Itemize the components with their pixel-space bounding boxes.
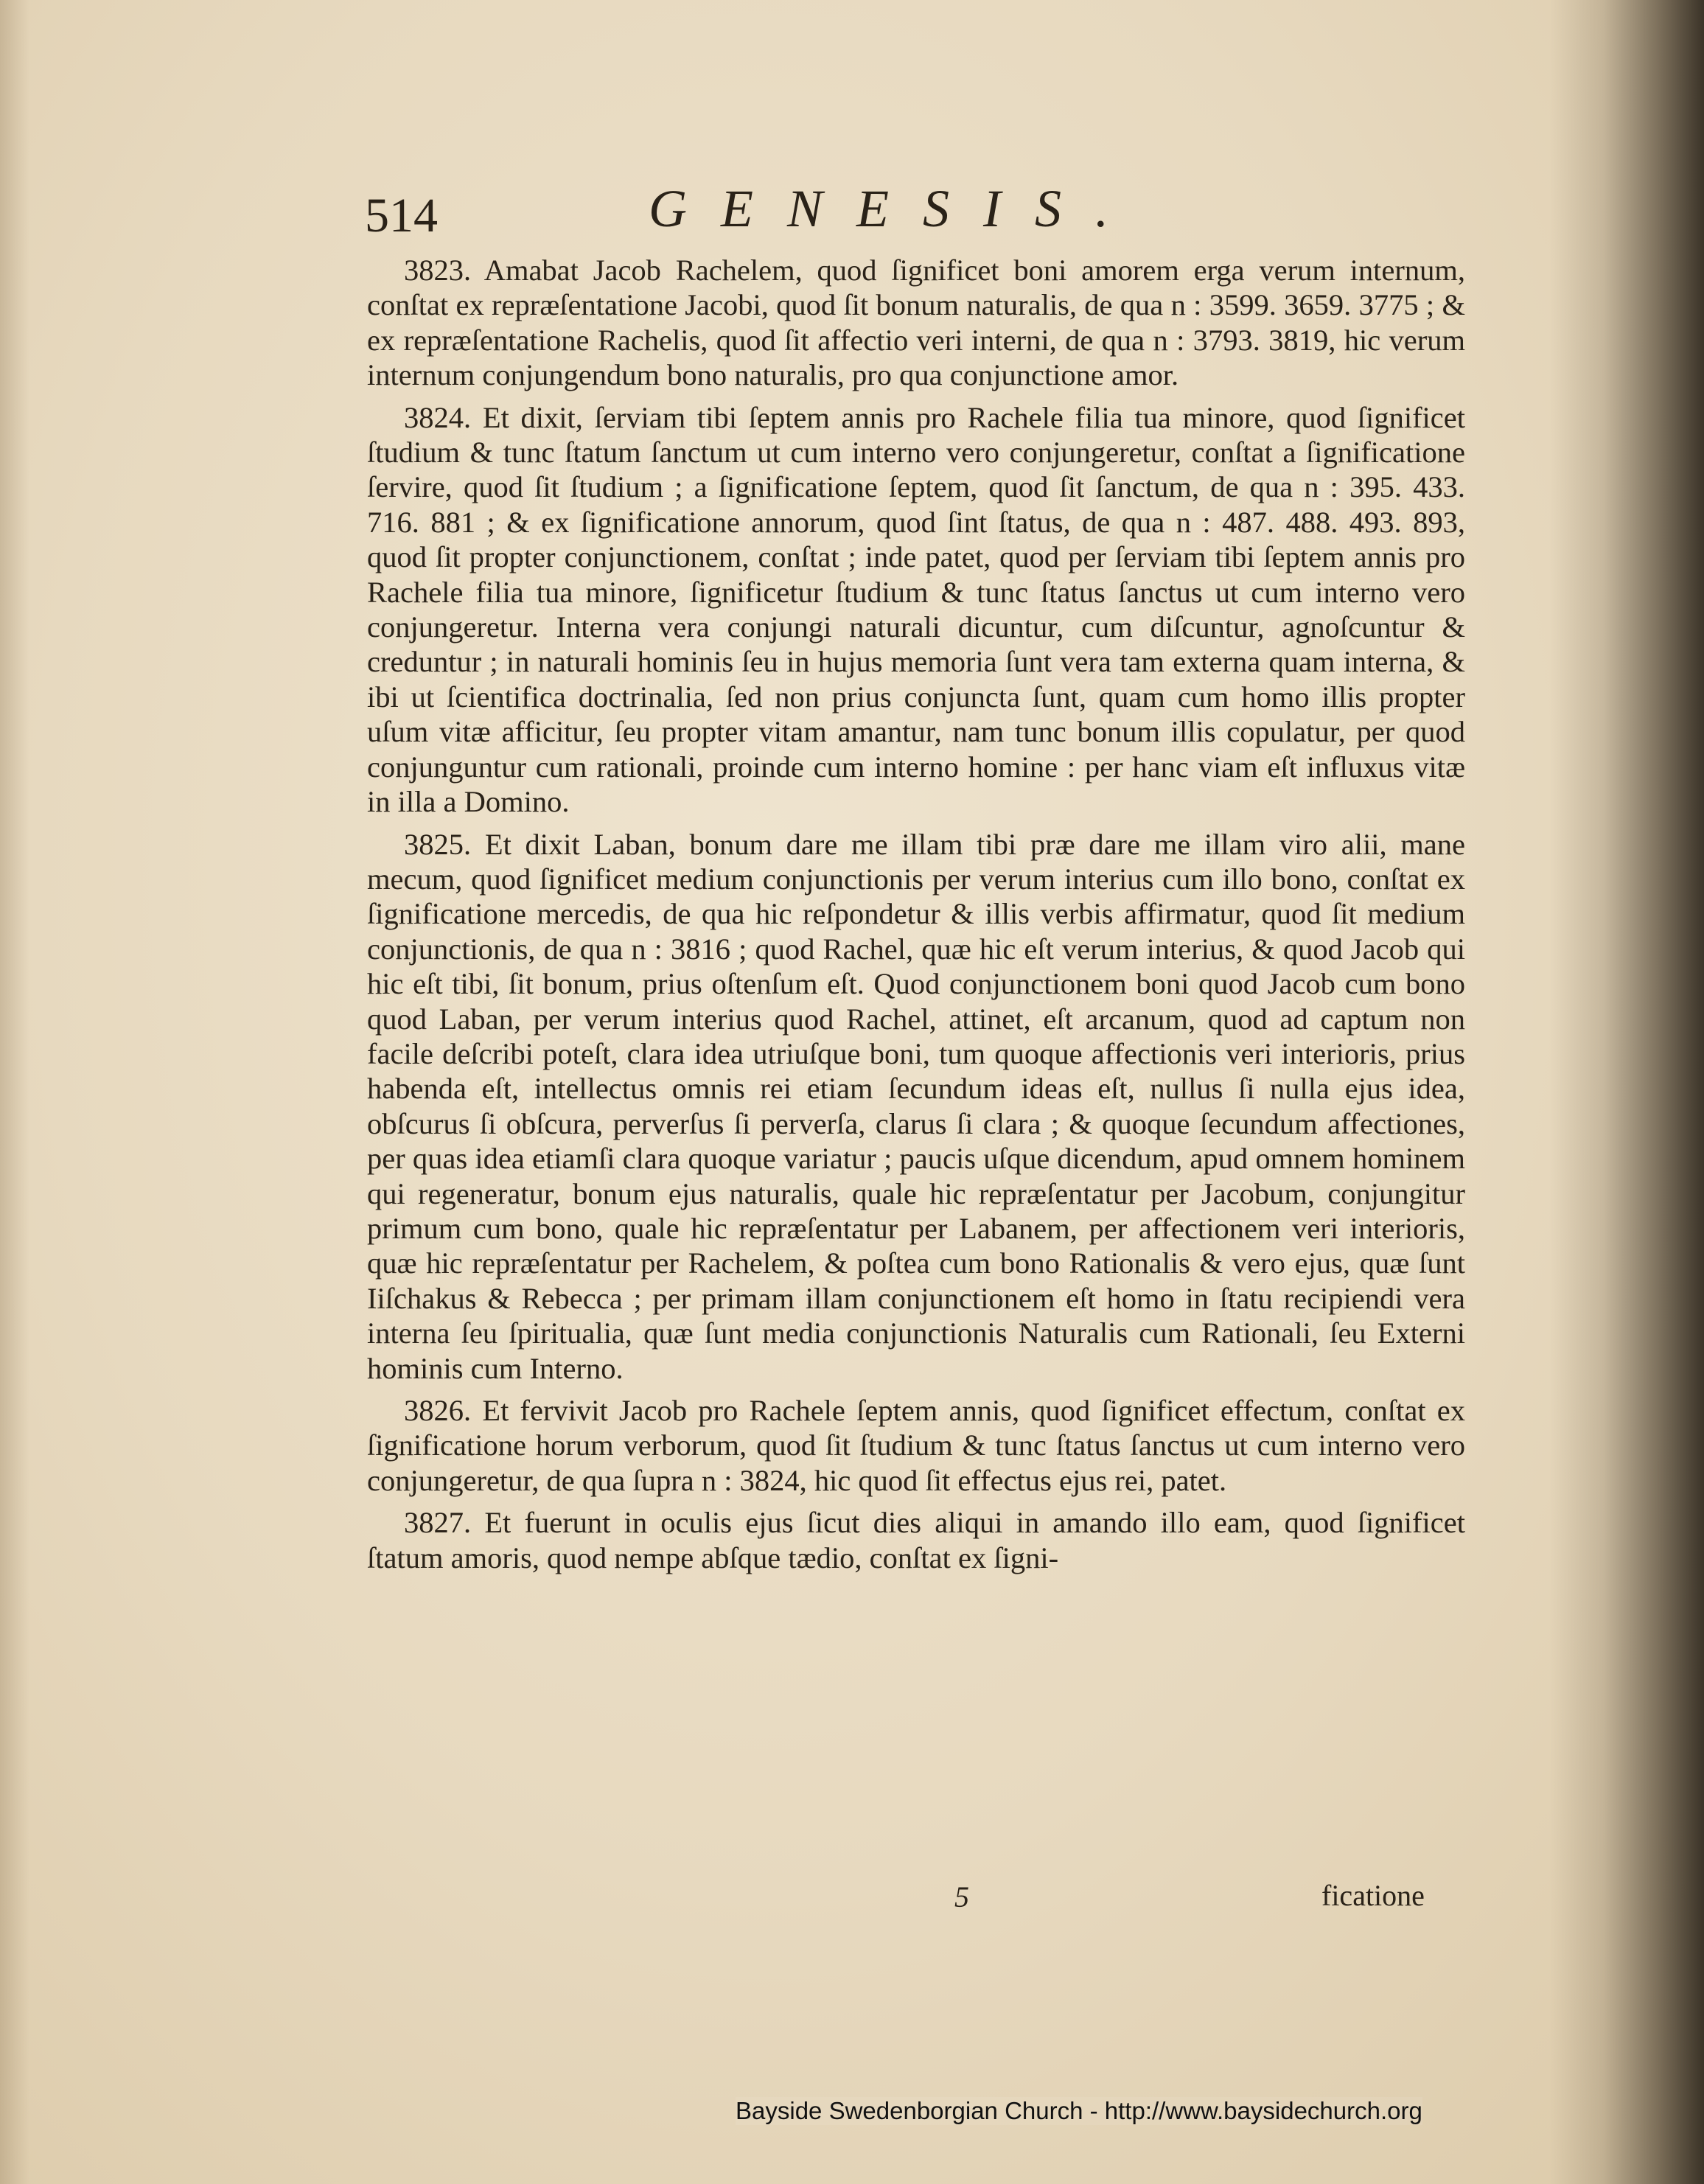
signature-mark: 5 [954, 1880, 969, 1913]
binding-gutter-shadow [1549, 0, 1704, 2184]
source-watermark: Bayside Swedenborgian Church - http://www.baysidechurch.org [736, 2097, 1422, 2124]
paragraph-number: 3825. [404, 827, 472, 861]
paragraph-number: 3826. [404, 1394, 472, 1427]
paragraph-3824 [367, 400, 1465, 820]
running-head-title: GENESIS. [649, 179, 1142, 238]
body-text [367, 253, 1465, 1583]
paragraph-text: Amabat Jacob Rachelem, quod ſignificet boni amorem erga verum internum, conſtat ex repræſentatione Jacobi, quod ſit bonum naturalis, de qua n : 3599. 3659. 3775 ; & ex repræſentatione Rachelis, quod ſit affectio veri interni, de qua n : 3793. 3819, hic verum internum conjungendum bono naturalis, pro qua conjunctione amor. [367, 254, 1466, 392]
paragraph-3826 [367, 1393, 1465, 1498]
paragraph-number: 3823. [404, 254, 472, 287]
paragraph-3827 [367, 1505, 1465, 1575]
page-number: 514 [365, 189, 438, 243]
paragraph-text: Et fuerunt in oculis ejus ſicut dies aliqui in amando illo eam, quod ſignificet ſtatum amoris, quod nempe abſque tædio, conſtat ex ſigni- [367, 1506, 1466, 1574]
paragraph-text: Et fervivit Jacob pro Rachele ſeptem annis, quod ſignificet effectum, conſtat ex ſignificatione horum verborum, quod ſit ſtudium & tunc ſtatus ſanctus ut cum interno vero conjungeretur, de qua ſupra n : 3824, hic quod ſit effectus ejus rei, patet. [367, 1394, 1466, 1497]
paragraph-text: Et dixit Laban, bonum dare me illam tibi præ dare me illam viro alii, mane mecum, quod ſignificet medium conjunctionis per verum interius cum illo bono, conſtat ex ſignificatione mercedis, de qua hic reſpondetur & illis verbis affirmatur, quod ſit medium conjunctionis, de qua n : 3816 ; quod Rachel, quæ hic eſt verum interius, & quod Jacob qui hic eſt tibi, ſit bonum, prius oſtenſum eſt. Quod conjunctionem boni quod Jacob cum bono quod Laban, per verum interius quod Rachel, attinet, eſt arcanum, quod ad captum non facile deſcribi poteſt, clara idea utriuſque boni, tum quoque affectionis veri interioris, prius habenda eſt, intellectus omnis rei etiam ſecundum ideas eſt, nullus ſi nulla ejus idea, obſcurus ſi obſcura, perverſus ſi perverſa, clarus ſi clara ; & quoque ſecundum affectiones, per quas idea etiamſi clara quoque variatur ; paucis uſque dicendum, apud omnem hominem qui regeneratur, bonum ejus naturalis, quale hic repræſentatur per Jacobum, conjungitur primum cum bono, quale hic repræſentatur per Labanem, per affectionem veri interioris, quæ hic repræſentatur per Rachelem, & poſtea cum bono Rationalis & vero ejus, quæ ſunt Iiſchakus & Rebecca ; per primam illam conjunctionem eſt homo in ſtatu recipiendi vera interna ſeu ſpiritualia, quæ ſunt media conjunctionis Naturalis cum Rationali, ſeu Externi hominis cum Interno. [367, 827, 1465, 1385]
paragraph-3825 [367, 827, 1465, 1386]
paragraph-number: 3827. [404, 1506, 472, 1540]
paragraph-text: Et dixit, ſerviam tibi ſeptem annis pro Rachele filia tua minore, quod ſignificet ſtudium & tunc ſtatum ſanctum ut cum interno vero conjungeretur, conſtat a ſignificatione ſervire, quod ſit ſtudium ; a ſignificatione ſeptem, quod ſit ſanctum, de qua n : 395. 433. 716. 881 ; & ex ſignificatione annorum, quod ſint ſtatus, de qua n : 487. 488. 493. 893, quod ſit propter conjunctionem, conſtat ; inde patet, quod per ſerviam tibi ſeptem annis pro Rachele filia tua minore, ſignificetur ſtudium & tunc ſtatus ſanctus ut cum interno vero conjungeretur. Interna vera conjungi naturali dicuntur, cum diſcuntur, agnoſcuntur & creduntur ; in naturali hominis ſeu in hujus memoria ſunt vera tam externa quam interna, & ibi ut ſcientifica doctrinalia, ſed non prius conjuncta ſunt, quam cum homo illis propter uſum vitæ afficitur, ſeu propter vitam amantur, nam tunc bonum illis copulatur, per quod conjunguntur cum rationali, proinde cum interno homine : per hanc viam eſt influxus vitæ in illa a Domino. [367, 400, 1466, 819]
paragraph-3823 [367, 253, 1465, 393]
page-left-edge [0, 0, 29, 2184]
paragraph-number: 3824. [404, 400, 472, 434]
catchword: ficatione [1321, 1879, 1425, 1912]
